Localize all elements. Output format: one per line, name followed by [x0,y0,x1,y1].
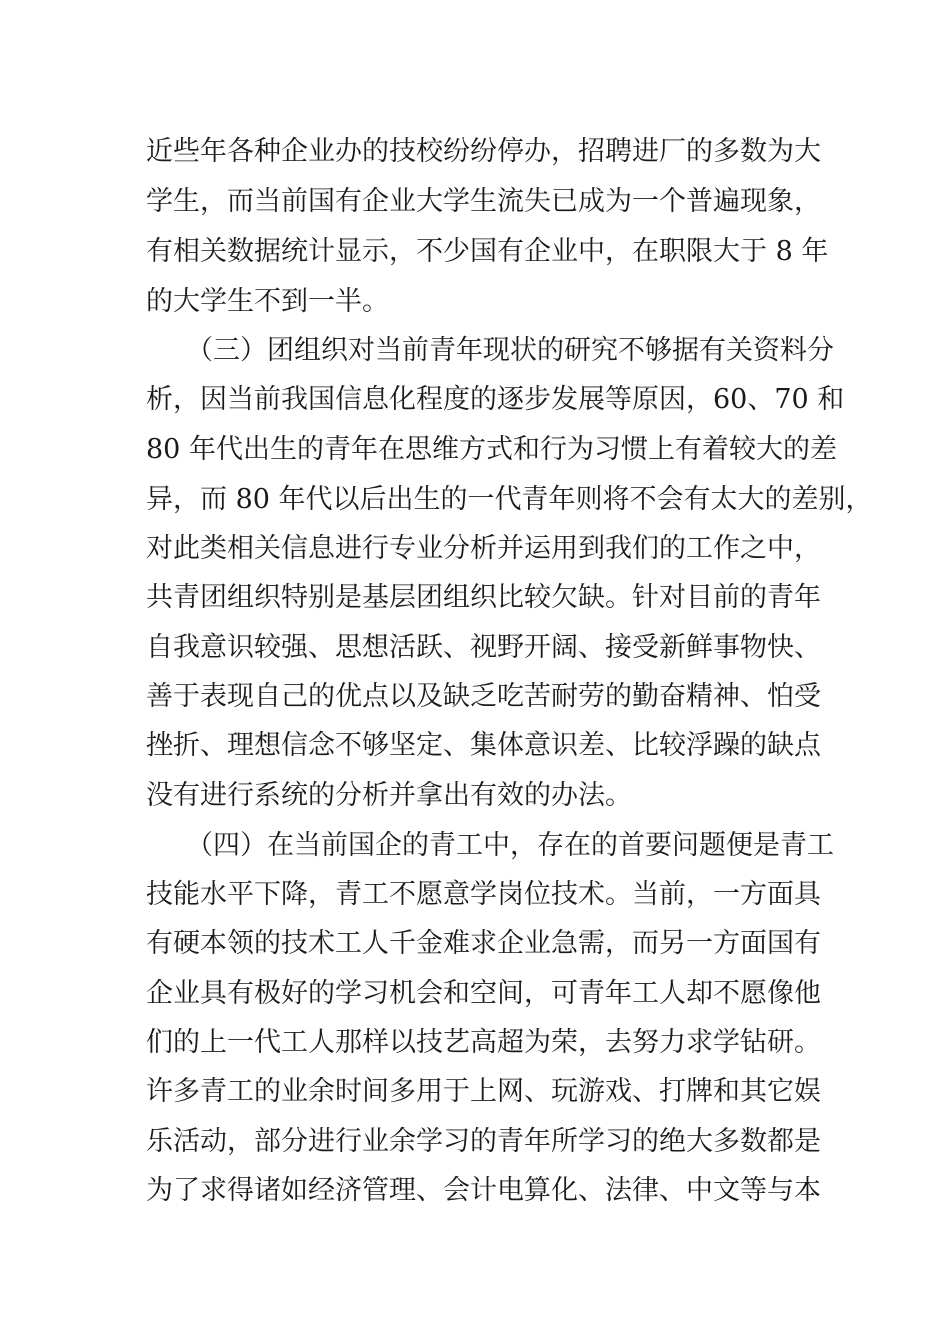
text-line: 对此类相关信息进行专业分析并运用到我们的工作之中， [146,533,821,564]
text-line: 没有进行系统的分析并拿出有效的办法。 [146,780,632,811]
text-line: 为了求得诸如经济管理、会计电算化、法律、中文等与本 [146,1175,821,1206]
text-line: 近些年各种企业办的技校纷纷停办，招聘进厂的多数为大 [146,136,821,167]
paragraph-heading-three: （三）团组织对当前青年现状的研究不够据有关资料分 [186,335,834,366]
text-line: 乐活动，部分进行业余学习的青年所学习的绝大多数都是 [146,1126,821,1157]
text-line: 技能水平下降，青工不愿意学岗位技术。当前，一方面具 [146,879,821,910]
text-line: 学生，而当前国有企业大学生流失已成为一个普遍现象， [146,186,821,217]
text-line: 的大学生不到一半。 [146,286,389,317]
text-line: 们的上一代工人那样以技艺高超为荣，去努力求学钻研。 [146,1027,821,1058]
paragraph-heading-four: （四）在当前国企的青工中，存在的首要问题便是青工 [186,830,834,861]
text-line: 有相关数据统计显示，不少国有企业中，在职限大于 8 年 [146,236,829,267]
text-line: 自我意识较强、思想活跃、视野开阔、接受新鲜事物快、 [146,632,821,663]
text-line: 共青团组织特别是基层团组织比较欠缺。针对目前的青年 [146,582,821,613]
text-line: 挫折、理想信念不够坚定、集体意识差、比较浮躁的缺点 [146,730,821,761]
text-line: 异，而 80 年代以后出生的一代青年则将不会有太大的差别， [146,484,873,515]
text-line: 析，因当前我国信息化程度的逐步发展等原因，60、70 和 [146,384,845,415]
text-line: 80 年代出生的青年在思维方式和行为习惯上有着较大的差 [146,434,837,465]
text-line: 企业具有极好的学习机会和空间，可青年工人却不愿像他 [146,978,821,1009]
text-line: 善于表现自己的优点以及缺乏吃苦耐劳的勤奋精神、怕受 [146,681,821,712]
text-line: 有硬本领的技术工人千金难求企业急需，而另一方面国有 [146,928,821,959]
text-line: 许多青工的业余时间多用于上网、玩游戏、打牌和其它娱 [146,1076,821,1107]
